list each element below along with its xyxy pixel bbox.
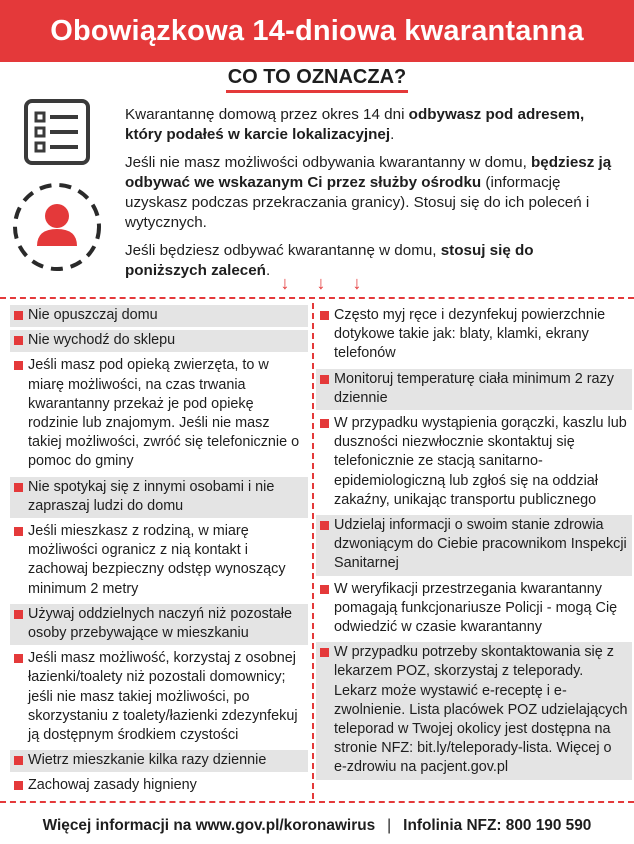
bullet-icon: [320, 419, 329, 428]
bullet-icon: [14, 756, 23, 765]
list-item: Często myj ręce i dezynfekuj powierzchnie dotykowe takie jak: blaty, klamki, ekrany telefonów: [316, 305, 632, 366]
list-item: Wietrz mieszkanie kilka razy dziennie: [10, 750, 308, 772]
list-item: W weryfikacji przestrzegania kwarantanny pomagają funkcjonariusze Policji - mogą Cię odwiedzić w czasie kwarantanny: [316, 579, 632, 640]
list-item: Udzielaj informacji o swoim stanie zdrowia dzwoniącym do Ciebie pracownikom Inspekcji Sanitarnej: [316, 515, 632, 576]
divider-middle: [312, 303, 314, 799]
list-item: Jeśli masz pod opieką zwierzęta, to w miarę możliwości, na czas trwania kwarantanny przekaż je pod opiekę rodzinie lub znajomym. Jeśli nie masz takiej możliwości, zwróć się telefonicznie o pomoc do gminy: [10, 355, 308, 473]
bullet-icon: [14, 781, 23, 790]
list-item: Używaj oddzielnych naczyń niż pozostałe osoby przebywające w mieszkaniu: [10, 604, 308, 645]
checklist-icon: [24, 99, 90, 170]
arrow-down-icon: ↓: [316, 273, 326, 293]
bullet-icon: [14, 610, 23, 619]
footer-separator: |: [387, 817, 392, 834]
arrow-down-icon: ↓: [280, 273, 290, 293]
footer-hotline: Infolinia NFZ: 800 190 590: [403, 817, 592, 834]
bullet-icon: [320, 311, 329, 320]
list-item: Nie opuszczaj domu: [10, 305, 308, 327]
list-item: Nie wychodź do sklepu: [10, 330, 308, 352]
intro-paragraph-3: Jeśli będziesz odbywać kwarantannę w domu, stosuj się do poniższych zaleceń.: [125, 242, 534, 279]
header-banner: [0, 0, 634, 62]
down-arrows: [276, 272, 366, 294]
page-title: Obowiązkowa 14-dniowa kwarantanna: [50, 15, 584, 47]
bullet-icon: [320, 521, 329, 530]
list-item: W przypadku wystąpienia gorączki, kaszlu lub duszności niezwłocznie skontaktuj się telefonicznie ze stacją sanitarno-epidemiologiczną lub zgłoś się na oddział zakaźny, unikając transportu publicznego: [316, 413, 632, 512]
divider-bottom: [0, 801, 634, 803]
arrow-down-icon: ↓: [352, 273, 362, 293]
left-recommendations: [10, 305, 308, 801]
bullet-icon: [320, 585, 329, 594]
right-recommendations: [316, 305, 632, 783]
bullet-icon: [14, 311, 23, 320]
bullet-icon: [14, 361, 23, 370]
list-item: Jeśli mieszkasz z rodziną, w miarę możliwości ogranicz z nią kontakt i zachowaj bezpieczny odstęp wynoszący minimum 2 metry: [10, 521, 308, 601]
footer: [0, 808, 634, 844]
bullet-icon: [14, 654, 23, 663]
bullet-icon: [320, 375, 329, 384]
section-heading: [0, 66, 634, 93]
bullet-icon: [14, 527, 23, 536]
bullet-icon: [320, 648, 329, 657]
intro-text: [125, 105, 615, 289]
divider-top: [0, 297, 634, 299]
bullet-icon: [14, 483, 23, 492]
section-title: CO TO OZNACZA?: [226, 66, 409, 93]
list-item: Nie spotykaj się z innymi osobami i nie zapraszaj ludzi do domu: [10, 477, 308, 518]
intro-paragraph-1: Kwarantannę domową przez okres 14 dni odbywasz pod adresem, który podałeś w karcie lokalizacyjnej.: [125, 106, 585, 143]
footer-website: Więcej informacji na www.gov.pl/koronawirus: [42, 817, 376, 834]
person-icon: [10, 180, 104, 279]
list-item: Monitoruj temperaturę ciała minimum 2 razy dziennie: [316, 369, 632, 410]
list-item: W przypadku potrzeby skontaktowania się z lekarzem POZ, skorzystaj z teleporady. Lekarz może wystawić e-receptę i e-zwolnienie. Lista placówek POZ udzielających teleporad w Twojej okolicy jest dostępna na stronie NFZ: bit.ly/teleporady-lista. Więcej o e-zdrowiu na pacjent.gov.pl: [316, 642, 632, 779]
intro-paragraph-2: Jeśli nie masz możliwości odbywania kwarantanny w domu, będziesz ją odbywać we wskazanym Ci przez służby ośrodku (informację uzyskasz podczas przekraczania granicy). Stosuj się do ich poleceń i wytycznych.: [125, 154, 612, 231]
list-item: Zachowaj zasady hignieny: [10, 775, 308, 797]
list-item: Jeśli masz możliwość, korzystaj z osobnej łazienki/toalety niż pozostali domownicy; jeśli nie masz takiej możliwości, po skorzystaniu z toalety/łazienki zdezynfekuj ją dostępnym środkiem czystości: [10, 648, 308, 747]
bullet-icon: [14, 336, 23, 345]
